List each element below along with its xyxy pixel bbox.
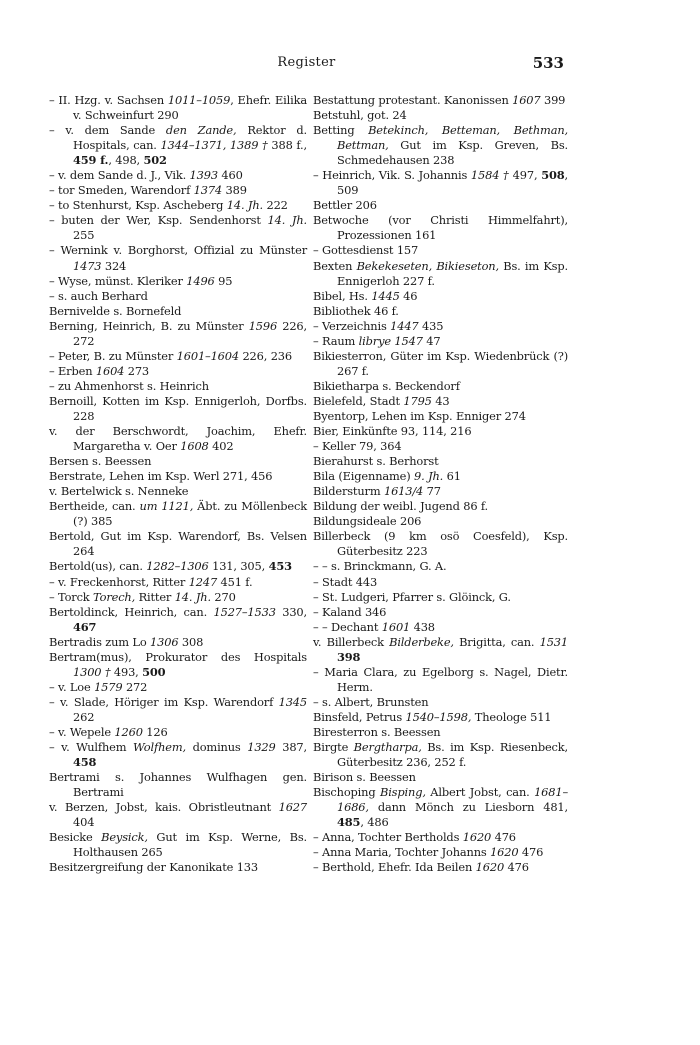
entry-text: Bernoill, Kotten im Ksp. Ennigerloh, Dorfbs. 228 <box>49 393 307 423</box>
entry-text: – Peter, B. zu Münster <box>49 348 177 363</box>
index-entry <box>313 785 568 830</box>
index-entry <box>313 439 568 454</box>
entry-italic-text: 1608 <box>180 439 209 454</box>
entry-italic-text: 1306 <box>150 634 179 649</box>
entry-text: – Torck <box>49 589 94 604</box>
index-entry <box>49 243 307 273</box>
entry-italic-text: 1473 <box>73 258 102 273</box>
index-entry <box>313 243 568 258</box>
entry-text: – Stadt 443 <box>313 574 378 589</box>
entry-text: Bierahurst s. Berhorst <box>313 454 439 469</box>
entry-text: 497, <box>508 168 542 183</box>
entry-italic-text: 1393 <box>189 168 218 183</box>
entry-italic-text: 1282–1306 <box>146 559 209 574</box>
entry-italic-text: den Zande, <box>165 123 237 138</box>
entry-text: 226, 236 <box>238 348 292 363</box>
entry-italic-text: 1374 <box>193 183 223 198</box>
entry-text: 435 <box>418 318 444 333</box>
entry-text: – tor Smeden, Warendorf <box>49 183 194 198</box>
entry-text: – Anna Maria, Tochter Johanns <box>313 845 491 860</box>
index-entry <box>313 860 568 875</box>
entry-text: 43 <box>431 393 450 408</box>
entry-text: 476 <box>518 845 544 860</box>
index-entry <box>313 379 568 394</box>
entry-italic-text: 1447 <box>390 318 419 333</box>
index-entry <box>49 650 307 680</box>
entry-text: – v. Freckenhorst, Ritter <box>49 574 189 589</box>
entry-italic-text: 1584 † <box>470 168 509 183</box>
entry-italic-text: Betekinch, Betteman, Bethman, Bettman, <box>337 123 568 153</box>
index-entry <box>49 484 307 499</box>
index-entry <box>313 605 568 620</box>
entry-text: Bertram(mus), Prokurator des Hospitals <box>49 649 307 664</box>
entry-text: 402 <box>208 439 234 454</box>
entry-italic-text: 1607 <box>512 93 541 107</box>
entry-text: 308 <box>178 634 204 649</box>
entry-text: 387, <box>275 740 307 755</box>
entry-text: , 498, <box>108 153 144 168</box>
entry-italic-text: 14. Jh. <box>226 198 263 213</box>
entry-italic-text: Bekekeseten, Bikieseton, <box>356 258 499 273</box>
entry-text: Binsfeld, Petrus <box>313 709 406 724</box>
entry-text: – Anna, Tochter Bertholds <box>313 830 463 845</box>
index-entry <box>49 499 307 529</box>
index-entry <box>49 168 307 183</box>
entry-italic-text: 1011–1059 <box>167 93 231 107</box>
entry-italic-text: 1445 <box>371 288 400 303</box>
entry-text: Besicke <box>49 830 102 845</box>
index-entry <box>49 364 307 379</box>
entry-text: Theologe 511 <box>471 709 552 724</box>
entry-italic-text: 1601–1604 <box>176 348 239 363</box>
index-entry <box>313 108 568 123</box>
entry-italic-text: 1329 <box>247 740 276 755</box>
index-entry <box>313 289 568 304</box>
entry-text: 330, <box>275 604 307 619</box>
entry-text: Bersen s. Beessen <box>49 454 152 469</box>
entry-italic-text: 1260 <box>114 724 143 739</box>
entry-text: – v. Loe <box>49 679 95 694</box>
entry-text: dominus <box>185 740 248 755</box>
entry-bold-page-ref: 453 <box>268 559 292 574</box>
entry-text: Biresterron s. Beessen <box>313 724 441 739</box>
index-entry <box>49 424 307 454</box>
entry-text: dann Mönch zu Liesborn 481, <box>368 800 568 815</box>
entry-text: 388 f., <box>267 138 307 153</box>
index-entry <box>49 635 307 650</box>
index-entry <box>49 93 307 123</box>
entry-italic-text: Bisping, <box>379 785 426 800</box>
index-entry <box>49 590 307 605</box>
entry-text: 460 <box>217 168 243 183</box>
index-entry <box>313 168 568 198</box>
index-entry <box>49 800 307 830</box>
index-entry <box>313 454 568 469</box>
entry-text: Bibel, Hs. <box>313 288 372 303</box>
entry-bold-page-ref: 467 <box>73 619 97 634</box>
entry-text: Birison s. Beessen <box>313 770 416 785</box>
index-entry <box>313 514 568 529</box>
entry-text: – Kaland 346 <box>313 604 387 619</box>
entry-text: – Raum <box>313 333 359 348</box>
entry-text: – St. Ludgeri, Pfarrer s. Glöinck, G. <box>313 589 511 604</box>
index-entry <box>313 484 568 499</box>
index-entry <box>49 740 307 770</box>
entry-text: Betstuhl, got. 24 <box>313 108 407 123</box>
index-entry <box>49 394 307 424</box>
entry-italic-text: 14. Jh. <box>174 589 211 604</box>
entry-italic-text: 1596 <box>248 318 278 333</box>
entry-italic-text: 1344–1371, 1389 † <box>160 138 268 153</box>
entry-italic-text: um 1121, <box>139 499 194 514</box>
entry-text: Gut im Ksp. Werne, Bs. Holthausen 265 <box>73 830 307 860</box>
running-title: Register <box>277 55 336 70</box>
entry-italic-text: 1345 <box>278 694 307 709</box>
entry-text: 77 <box>423 484 441 499</box>
entry-text: – v. dem Sande d. J., Vik. <box>49 168 190 183</box>
index-entry <box>313 725 568 740</box>
entry-text: 324 <box>101 258 127 273</box>
page-number: 533 <box>532 54 564 72</box>
entry-text: 47 <box>422 333 441 348</box>
entry-text: Betting <box>313 123 369 138</box>
entry-bold-page-ref: 398 <box>337 649 361 664</box>
entry-text: 95 <box>214 273 233 288</box>
index-entry <box>313 93 568 108</box>
page-header <box>49 55 564 79</box>
entry-text: – v. Slade, Höriger im Ksp. Warendorf <box>49 694 279 709</box>
entry-text: Brigitta, can. <box>453 634 540 649</box>
entry-text: 255 <box>73 228 95 243</box>
index-entry <box>49 575 307 590</box>
entry-text: Bikietharpa s. Beckendorf <box>313 378 460 393</box>
index-entry <box>313 710 568 725</box>
entry-text: Bier, Einkünfte 93, 114, 216 <box>313 424 472 439</box>
entry-italic-text: 1601 <box>381 619 411 634</box>
entry-text: Betwoche (vor Christi Himmelfahrt), Prozessionen 161 <box>313 213 568 243</box>
entry-text: 389 <box>222 183 247 198</box>
index-entry <box>313 334 568 349</box>
index-entry <box>313 559 568 574</box>
index-entry <box>49 454 307 469</box>
entry-text: Albert Jobst, can. <box>425 785 535 800</box>
entry-text: 476 <box>504 860 529 875</box>
index-entry <box>49 349 307 364</box>
entry-text: Bexten <box>313 258 357 273</box>
entry-text: Bettler 206 <box>313 198 377 213</box>
entry-text: – – Dechant <box>313 619 382 634</box>
entry-italic-text: librye 1547 <box>358 333 423 348</box>
entry-text: Besitzergreifung der Kanonikate 133 <box>49 860 258 875</box>
entry-text: v. Billerbeck <box>313 634 390 649</box>
index-entry <box>49 319 307 349</box>
entry-bold-page-ref: 508 <box>541 168 565 183</box>
index-entry <box>49 123 307 168</box>
entry-italic-text: 1300 † <box>73 664 111 679</box>
entry-text: 61 <box>443 469 461 484</box>
index-entry <box>313 469 568 484</box>
entry-text: – s. auch Berhard <box>49 288 148 303</box>
entry-text: – Berthold, Ehefr. Ida Beilen <box>313 860 476 875</box>
entry-text: Bildung der weibl. Jugend 86 f. <box>313 499 489 514</box>
index-entry <box>49 695 307 725</box>
entry-text: Rektor d. Hospitals, can. <box>73 123 307 153</box>
index-entry <box>49 725 307 740</box>
entry-text: 272 <box>122 679 148 694</box>
index-entry <box>313 830 568 845</box>
entry-text: – Heinrich, Vik. S. Johannis <box>313 168 471 183</box>
index-entry <box>313 198 568 213</box>
entry-text: 262 <box>73 709 95 724</box>
index-column-right <box>313 93 568 875</box>
entry-bold-page-ref: 502 <box>143 153 167 168</box>
index-entry <box>313 770 568 785</box>
index-entry <box>49 198 307 213</box>
entry-text: Bertrami s. Johannes Wulfhagen gen. Bertrami <box>49 770 307 800</box>
entry-italic-text: Beysick, <box>101 830 148 845</box>
index-entry <box>313 740 568 770</box>
index-entry <box>49 469 307 484</box>
entry-bold-page-ref: 458 <box>73 755 97 770</box>
entry-text: – buten der Wer, Ksp. Sendenhorst <box>49 213 268 228</box>
entry-text: , Ehefr. Eilika v. Schweinfurt 290 <box>73 93 307 123</box>
entry-italic-text: Bilderbeke, <box>389 634 454 649</box>
entry-text: 438 <box>410 619 435 634</box>
entry-text: 270 <box>210 589 236 604</box>
entry-text: – Verzeichnis <box>313 318 391 333</box>
entry-italic-text: 1795 <box>403 393 432 408</box>
index-entry <box>313 575 568 590</box>
index-entry <box>49 860 307 875</box>
entry-text: – Maria Clara, zu Egelborg s. Nagel, Dietr. Herm. <box>313 664 568 694</box>
entry-text: – Gottesdienst 157 <box>313 243 419 258</box>
index-entry <box>313 529 568 559</box>
entry-text: Bildersturm <box>313 484 384 499</box>
entry-text: Bila (Eigenname) <box>313 469 415 484</box>
entry-italic-text: 1604 <box>95 363 125 378</box>
index-entry <box>49 529 307 559</box>
entry-text: Billerbeck (9 km osö Coesfeld), Ksp. Güterbesitz 223 <box>313 529 568 559</box>
entry-text: Ritter <box>135 589 175 604</box>
index-entry <box>313 394 568 409</box>
entry-text: v. Bertelwick s. Nenneke <box>49 484 189 499</box>
entry-text: 273 <box>124 363 150 378</box>
index-entry <box>313 349 568 379</box>
entry-text: Bertheide, can. <box>49 499 140 514</box>
index-entry <box>313 845 568 860</box>
entry-text: – Keller 79, 364 <box>313 439 402 454</box>
entry-text: Gut im Ksp. Greven, Bs. Schmedehausen 238 <box>337 138 568 168</box>
entry-text: , 509 <box>337 168 568 198</box>
entry-italic-text: 1540–1598, <box>405 709 472 724</box>
index-entry <box>49 559 307 574</box>
entry-italic-text: 1620 <box>475 860 505 875</box>
entry-text: Berning, Heinrich, B. zu Münster <box>49 318 249 333</box>
entry-text: Bischoping <box>313 785 380 800</box>
entry-italic-text: 1496 <box>186 273 215 288</box>
index-entry <box>49 605 307 635</box>
entry-text: 131, 305, <box>208 559 269 574</box>
index-entry <box>313 409 568 424</box>
entry-bold-page-ref: 500 <box>142 664 166 679</box>
index-entry <box>313 259 568 289</box>
entry-italic-text: Bergtharpa, <box>353 740 422 755</box>
entry-italic-text: 9. Jh. <box>414 469 444 484</box>
index-entry <box>313 424 568 439</box>
index-entry <box>313 590 568 605</box>
entry-text: 404 <box>73 815 95 830</box>
entry-text: 46 <box>399 288 418 303</box>
entry-italic-text: 14. Jh. <box>267 213 307 228</box>
index-entry <box>313 123 568 168</box>
index-entry <box>49 183 307 198</box>
entry-text: – v. dem Sande <box>49 123 166 138</box>
entry-text: 451 f. <box>217 574 253 589</box>
entry-text: – Erben <box>49 363 96 378</box>
entry-text: 476 <box>491 830 516 845</box>
index-entry <box>313 620 568 635</box>
entry-text: 399 <box>540 93 566 107</box>
entry-text: Bildungsideale 206 <box>313 514 422 529</box>
index-entry <box>313 695 568 710</box>
entry-text: 126 <box>142 724 168 739</box>
entry-text: Bertold(us), can. <box>49 559 147 574</box>
entry-italic-text: 1681–1686, <box>337 785 569 815</box>
entry-text: – Wyse, münst. Kleriker <box>49 273 187 288</box>
entry-italic-text: 1531 <box>539 634 568 649</box>
index-entry <box>313 319 568 334</box>
entry-italic-text: 1613/4 <box>383 484 424 499</box>
entry-text: v. der Berschwordt, Joachim, Ehefr. Margaretha v. Oer <box>49 424 307 454</box>
entry-text: Bertold, Gut im Ksp. Warendorf, Bs. Velsen 264 <box>49 529 307 559</box>
index-entry <box>313 499 568 514</box>
index-column-left <box>49 93 307 875</box>
entry-text: – s. Albert, Brunsten <box>313 694 429 709</box>
entry-text: Bibliothek 46 f. <box>313 303 399 318</box>
entry-italic-text: 1247 <box>188 574 218 589</box>
index-entry <box>49 289 307 304</box>
entry-text: – – s. Brinckmann, G. A. <box>313 559 447 574</box>
entry-text: – Wernink v. Borghorst, Offizial zu Münster <box>49 243 307 258</box>
entry-text: Berstrate, Lehen im Ksp. Werl 271, 456 <box>49 469 273 484</box>
entry-text: – to Stenhurst, Ksp. Ascheberg <box>49 198 227 213</box>
entry-text: Bernivelde s. Bornefeld <box>49 303 182 318</box>
entry-text: Bs. im Ksp. Ennigerloh 227 f. <box>337 258 568 288</box>
entry-text: Bertoldinck, Heinrich, can. <box>49 604 214 619</box>
entry-text: Äbt. zu Möllenbeck (?) 385 <box>73 499 308 529</box>
index-entry <box>313 213 568 243</box>
entry-italic-text: 1620 <box>462 830 492 845</box>
index-entry <box>49 274 307 289</box>
entry-text: , 486 <box>360 815 389 830</box>
entry-text: – v. Wulfhem <box>49 740 134 755</box>
entry-italic-text: 1579 <box>94 679 123 694</box>
entry-bold-page-ref: 485 <box>337 815 361 830</box>
entry-text: Bertradis zum Lo <box>49 634 151 649</box>
entry-bold-page-ref: 459 f. <box>73 153 109 168</box>
entry-italic-text: Torech, <box>93 589 136 604</box>
index-entry <box>49 680 307 695</box>
entry-text: – zu Ahmenhorst s. Heinrich <box>49 378 209 393</box>
index-entry <box>313 665 568 695</box>
index-entry <box>313 304 568 319</box>
index-entry <box>49 379 307 394</box>
entry-text: – v. Wepele <box>49 724 115 739</box>
index-entry <box>49 304 307 319</box>
entry-text: – II. Hzg. v. Sachsen <box>49 93 168 107</box>
entry-italic-text: 1620 <box>490 845 519 860</box>
index-entry <box>49 770 307 800</box>
index-entry <box>49 830 307 860</box>
entry-text: Bestattung protestant. Kanonissen <box>313 93 513 107</box>
entry-italic-text: 1527–1533 <box>213 604 276 619</box>
entry-italic-text: Wolfhem, <box>133 740 186 755</box>
entry-text: 493, <box>110 664 143 679</box>
entry-italic-text: 1627 <box>278 800 307 815</box>
index-entry <box>313 635 568 665</box>
entry-text: Bikiesterron, Güter im Ksp. Wiedenbrück (?) 267 f. <box>313 348 568 378</box>
entry-text: Bs. im Ksp. Riesenbeck, Güterbesitz 236, 252 f. <box>337 740 569 770</box>
entry-text: Bielefeld, Stadt <box>313 393 404 408</box>
entry-text: v. Berzen, Jobst, kais. Obristleutnant <box>49 800 279 815</box>
entry-text: Birgte <box>313 740 354 755</box>
index-entry <box>49 213 307 243</box>
entry-text: 226, 272 <box>73 318 307 348</box>
entry-text: 222 <box>263 198 288 213</box>
entry-text: Byentorp, Lehen im Ksp. Enniger 274 <box>313 408 526 423</box>
